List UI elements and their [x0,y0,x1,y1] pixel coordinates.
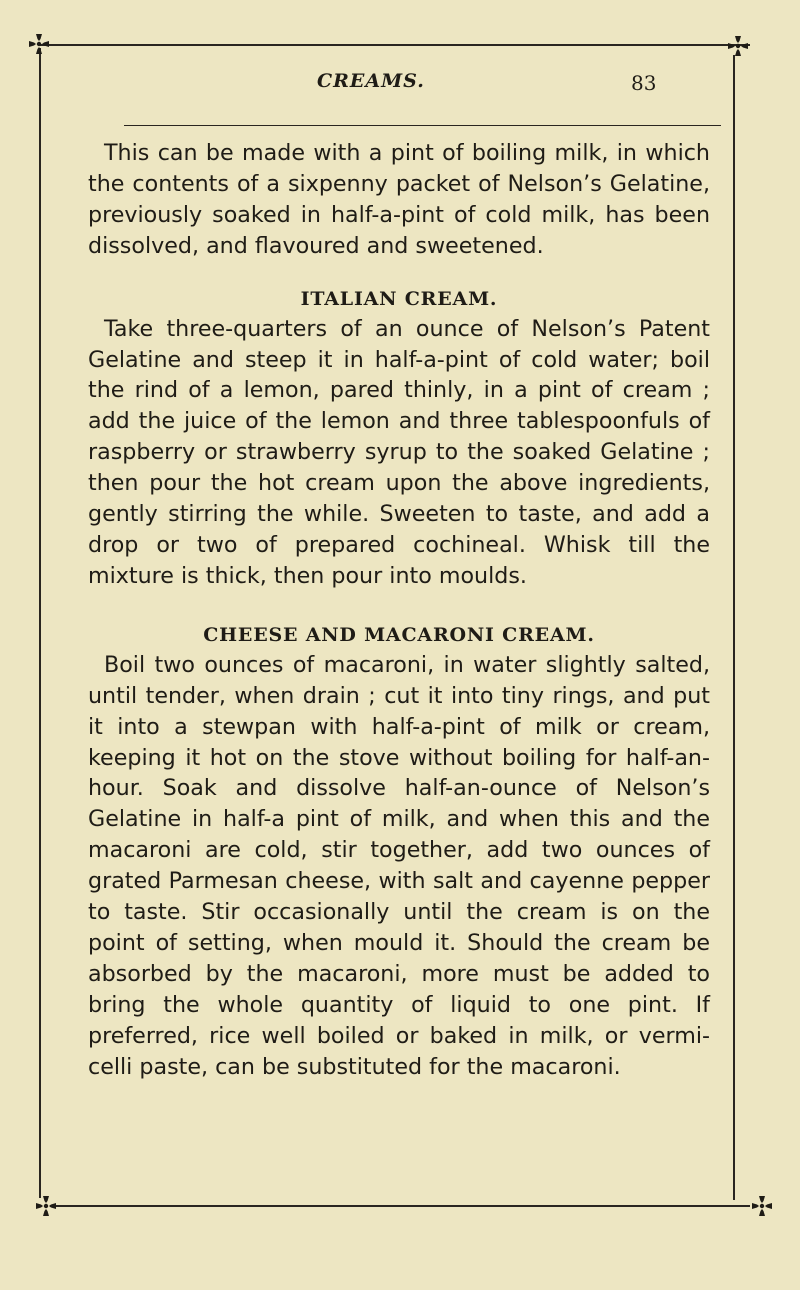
header-underline [124,125,721,126]
recipe-cheese-macaroni-cream [88,620,710,1083]
frame-right-rule [733,55,735,1200]
intro-paragraph: This can be made with a pint of boiling milk, in which the contents of a sixpenny packet of Nelson’s Gelatine, previously soaked in half-a-pint of cold milk, has been dissolved, and flavoured and sweetened. [88,140,710,259]
frame-bottom-rule [50,1205,750,1207]
recipe-title: CHEESE AND MACARONI CREAM. [203,623,595,646]
recipe-body: Take three-quarters of an ounce of Nelson’s Patent Gelatine and steep it in half-a-pint of cold water; boil the rind of a lemon, pared thinly, in a pint of cream ; add the juice of the lemon and three tablespoonfuls of raspberry or strawberry syrup to the soaked Gelatine ; then pour the hot cream upon the above ingredients, gently stirring the while. Sweeten to taste, and add a drop or two of prepared cochineal. Whisk till the mixture is thick, then pour into moulds. [88,315,710,589]
recipe-title: ITALIAN CREAM. [300,287,498,310]
page-number: 83 [631,71,657,95]
recipe-body: Boil two ounces of macaroni, in water slightly salted, until tender, when drain ; cut it into tiny rings, and put it into a stewpan with half-a-pint of milk or cream, keeping it hot on the stove without boiling for half-an-hour. Soak and dissolve half-an-ounce of Nelson’s Gelatine in half-a pint of milk, and when this and the macaroni are cold, stir together, add two ounces of grated Parmesan cheese, with salt and cayenne pepper to taste. Stir occasionally until the cream is on the point of setting, when mould it. Should the cream be absorbed by the macaroni, more must be added to bring the whole quantity of liquid to one pint. If preferred, rice well boiled or baked in milk, or vermi-celli paste, can be substituted for the macaroni. [88,651,710,1080]
cross-pattee-icon [34,1194,58,1218]
cross-pattee-icon [750,1194,774,1218]
running-head: CREAMS. [317,70,425,92]
frame-left-rule [39,48,41,1198]
cross-pattee-icon [726,34,750,58]
recipe-italian-cream [88,284,710,592]
cross-pattee-icon [27,32,51,56]
frame-top-rule [40,44,750,46]
page-content [88,138,710,1082]
